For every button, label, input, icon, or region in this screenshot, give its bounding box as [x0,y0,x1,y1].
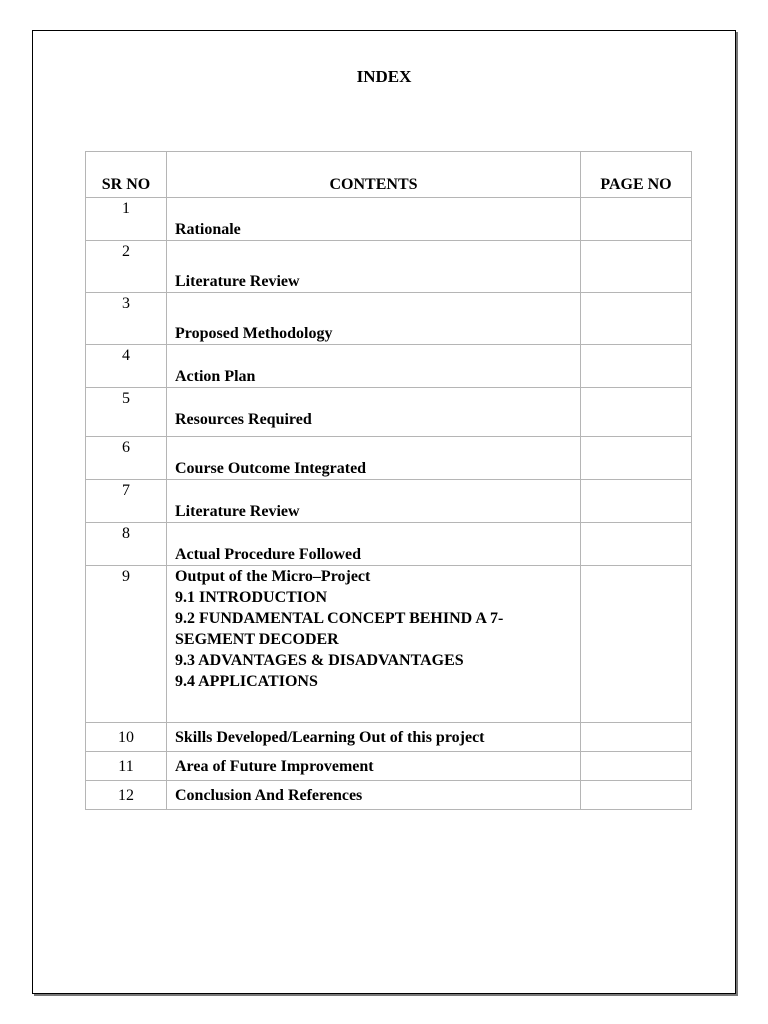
sub-item-fundamental-concept: 9.2 FUNDAMENTAL CONCEPT BEHIND A 7-SEGMENT DECODER [175,610,504,648]
sr-number: 5 [86,388,167,437]
content-title: Action Plan [167,345,581,388]
content-title: Conclusion And References [167,781,581,810]
page-number [581,566,692,723]
sr-number: 9 [86,566,167,723]
sr-number: 4 [86,345,167,388]
content-title: Rationale [167,198,581,241]
table-row [86,566,692,723]
table-row [86,523,692,566]
sub-item-applications: 9.4 APPLICATIONS [175,673,318,690]
document-title: INDEX [356,67,412,86]
content-title: Course Outcome Integrated [167,437,581,480]
page-number [581,241,692,293]
sr-number: 1 [86,198,167,241]
page-number [581,198,692,241]
sr-number: 3 [86,293,167,345]
page-number [581,480,692,523]
content-title: Skills Developed/Learning Out of this project [167,723,581,752]
header-contents: CONTENTS [167,152,581,198]
sr-number: 11 [86,752,167,781]
table-header-row [86,152,692,198]
content-title: Area of Future Improvement [167,752,581,781]
page-number [581,523,692,566]
table-row [86,241,692,293]
sr-number: 8 [86,523,167,566]
page-number [581,752,692,781]
header-page-no: PAGE NO [581,152,692,198]
table-row [86,198,692,241]
page-number [581,345,692,388]
content-title: Proposed Methodology [167,293,581,345]
content-title: Resources Required [167,388,581,437]
table-row [86,723,692,752]
page-number [581,723,692,752]
sr-number: 2 [86,241,167,293]
table-row [86,781,692,810]
content-title: Literature Review [167,480,581,523]
page-number [581,388,692,437]
sub-item-introduction: 9.1 INTRODUCTION [175,589,328,606]
page-number [581,781,692,810]
table-row [86,437,692,480]
sr-number: 12 [86,781,167,810]
sub-item-advantages: 9.3 ADVANTAGES & DISADVANTAGES [175,652,464,669]
sr-number: 10 [86,723,167,752]
page-number [581,437,692,480]
content-cell-output [167,566,581,723]
content-title: Output of the Micro–Project [175,568,371,585]
content-title: Literature Review [167,241,581,293]
table-row [86,752,692,781]
sr-number: 7 [86,480,167,523]
table-row [86,480,692,523]
header-sr-no: SR NO [86,152,167,198]
sr-number: 6 [86,437,167,480]
page-number [581,293,692,345]
table-row [86,388,692,437]
table-row [86,293,692,345]
index-table [85,151,692,810]
table-row [86,345,692,388]
content-title: Actual Procedure Followed [167,523,581,566]
